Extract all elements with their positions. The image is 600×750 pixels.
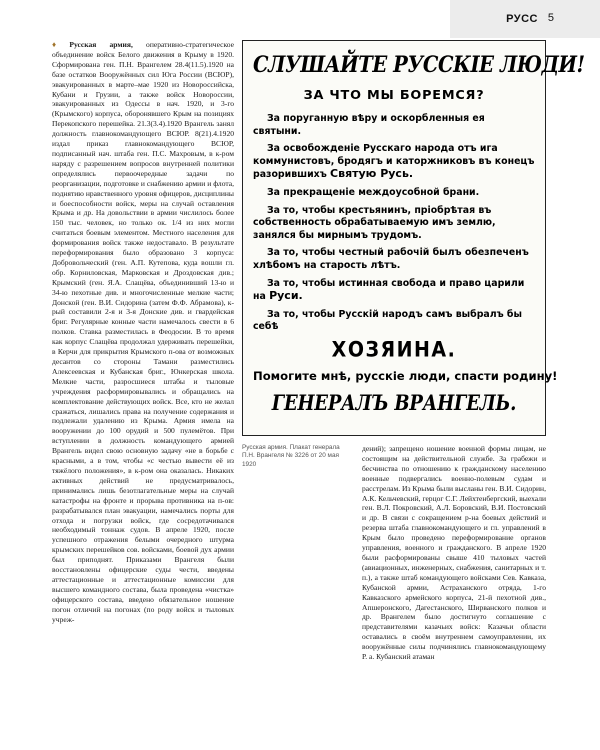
poster-items bbox=[253, 113, 535, 334]
poster-signature: ГЕНЕРАЛЪ ВРАНГЕЛЬ. bbox=[271, 390, 517, 417]
article-column-right bbox=[362, 444, 546, 738]
poster-headline: СЛУШАЙТЕ РУССКІЕ ЛЮДИ! bbox=[253, 51, 585, 78]
poster-big-word: ХОЗЯИНА. bbox=[331, 337, 457, 363]
poster-item: За поруганную вѣру и оскорбленныя ея святыни. bbox=[253, 113, 485, 137]
section-title: РУСС bbox=[506, 13, 538, 25]
poster-item-emphasis: Руси. bbox=[269, 289, 303, 303]
article-column-left bbox=[52, 40, 234, 738]
running-header bbox=[450, 0, 600, 38]
article-continuation: дений); запрещено ношение военной формы лицам, не состоящим на действительной службе. За грабежи и бесчинства по отношению к гражданскому населению военные подвергались военно-полевым судам и расстрелам. Из Крыма были высланы ген. В.И. Сидорин, А.К. Кельчевский, герцог С.Г. Лейхтенбергский, выехали ген. В.Л. Покровский, А.Л. Боровский, В.И. Постовский и др. В связи с сокращением р-на боевых действий и резерва штаба главнокомандующего и гл. управлений в Крым было проведено переформирование органов управления, военного и гражданского. В апреле 1920 были расформированы свыше 410 тыловых частей (авиационных, инженерных, снабжения, санитарных и т. п.), а также штаб командующего войсками Сев. Кавказа, Кубанской армии, Астраханского отряда, 1-го Кавказского армейского корпуса, 21-й пехотной див., Апшеронского, Дагестанского, Ширванского полков и др. Врангелем было достигнуто соглашение с представителями казачьих войск: Казачьи области оставались в своём внутреннем самоуправлении, их вооружённые силы подчинялись главнокомандующему Р. а. Кубанский атаман bbox=[362, 444, 546, 662]
poster-question: ЗА ЧТО МЫ БОРЕМСЯ? bbox=[303, 88, 485, 103]
poster-item: За прекращеніе междоусобной брани. bbox=[267, 186, 480, 198]
page-number: 5 bbox=[547, 12, 554, 24]
diamond-bullet-icon: ♦ bbox=[52, 40, 68, 49]
poster-item: За то, чтобы Русскій народъ самъ выбралъ бы себѣ bbox=[253, 308, 522, 333]
propaganda-poster bbox=[242, 40, 585, 436]
poster-item-emphasis: Святую Русь. bbox=[330, 167, 414, 181]
article-text: оперативно-стратегическое объединение войск Белого движения в Крыму в 1920. Сформирована ген. П.Н. Врангелем 28.4(11.5).1920 на базе остатков Вооружённых сил Юга России (ВСЮР), эвакуированных в марте–мае 1920 из Новороссийска, Кубани и Грузии, а также войск Новороссии, эвакуированных из Одессы в нач. 1920, и 3-го (Крымского) корпуса, оборонявшего Крым на позициях Перекопского перешейка. 21.3(3.4).1920 Врангель занял должность главнокомандующего ВСЮР. 8(21).4.1920 издал приказ главнокомандующего ВСЮР, подписанный нач. штаба ген. П.С. Махровым, в к-ром наряду с разрешением вопросов внутренней политики определялись первоочередные задачи по реорганизации, подготовке и снабжению армии и флота, поднятию нравственного уровня офицеров, дисциплины и боеспособности войск, меры на случай оставления Крыма и др. На довольствии в армии числилось более 150 тыс. человек, но только ок. 1/4 из них могли считаться боевым элементом. Местного населения для формирования войск также недоставало. В результате переформирования было образовано 3 корпуса: Добровольческий (ген. А.П. Кутепова, куда вошли гл. обр. Корниловская, Марковская и Дроздовская див.; Крымский (ген. Я.А. Слащёва, объединивший 13-ю и 34-ю пехотные див. и многочисленные мелкие части; Донской (ген. В.И. Сидорина (затем Ф.Ф. Абрамова), к-рый составили 2-я и 3-я Донские див. и гвардейская бриг. Регулярные конные части намечалось свести в 6 полков. Ставка разместилась в Феодосии. В то время как корпус Слащёва продолжал удерживать перешейки, в Керчи для прикрытия Крымского п-ова от возможных десантов со стороны Тамани разместились Алексеевская и Кубанская бриг., Юнкерская школа. Мелкие части, разросшиеся штабы и тыловые учреждения расформировывались и обращались на комплектование действующих войск. Все, кто не желал сражаться, лишались права на получение содержания и подлежали удалению из Крыма. Армия имела на вооружении до 100 орудий и 500 пулемётов. При вступлении в должность командующего армией Врангель видел свою основную задачу «не в борьбе с красными, а в том, чтобы «с честью вывести её из тяжёлого положения», в к-ром она оказалась. Никаких активных действий не предусматривалось, принимались лишь безотлагательные меры на случай катастрофы на фронте и прорыва противника на п-ов: разрабатывался план эвакуации, намечались порты для отхода и погрузки войск, где сосредотачивался необходимый тоннаж судов. В апреле 1920, после успешного отражения белыми очередного штурма крымских перешейков сов. войсками, боевой дух армии был приподнят. Приказами Врангеля были восстановлены офицерские суды чести, введены аттестационные и аттестационные комиссии для высшего командного состава, была проведена «чистка» офицерского состава, введено обязательное ношение погон отличий на погонах (по роду войск и тыловых учреж- bbox=[52, 40, 234, 624]
poster-appeal: Помогите мнѣ, русскіе люди, спасти родину! bbox=[253, 368, 558, 383]
poster-item: За то, чтобы крестьянинъ, пріобрѣтая въ собственность обрабатываемую имъ землю, занялся бы мирнымъ трудомъ. bbox=[253, 204, 496, 241]
poster-item: За освобожденіе Русскаго народа отъ ига коммунистовъ, бродягъ и каторжниковъ въ конецъ разорившихъ Святую Русь. bbox=[253, 143, 535, 181]
entry-title: Русская армия, bbox=[69, 40, 133, 49]
image-caption: Русская армия. Плакат генерала П.Н. Врангеля № 3226 от 20 мая 1920 bbox=[242, 444, 340, 468]
poster-item: За то, чтобы честный рабочій былъ обезпеченъ хлѣбомъ на старость лѣтъ. bbox=[253, 247, 529, 271]
article-paragraph bbox=[52, 40, 234, 624]
poster-item: За то, чтобы истинная свобода и право царили на Руси. bbox=[253, 277, 525, 303]
